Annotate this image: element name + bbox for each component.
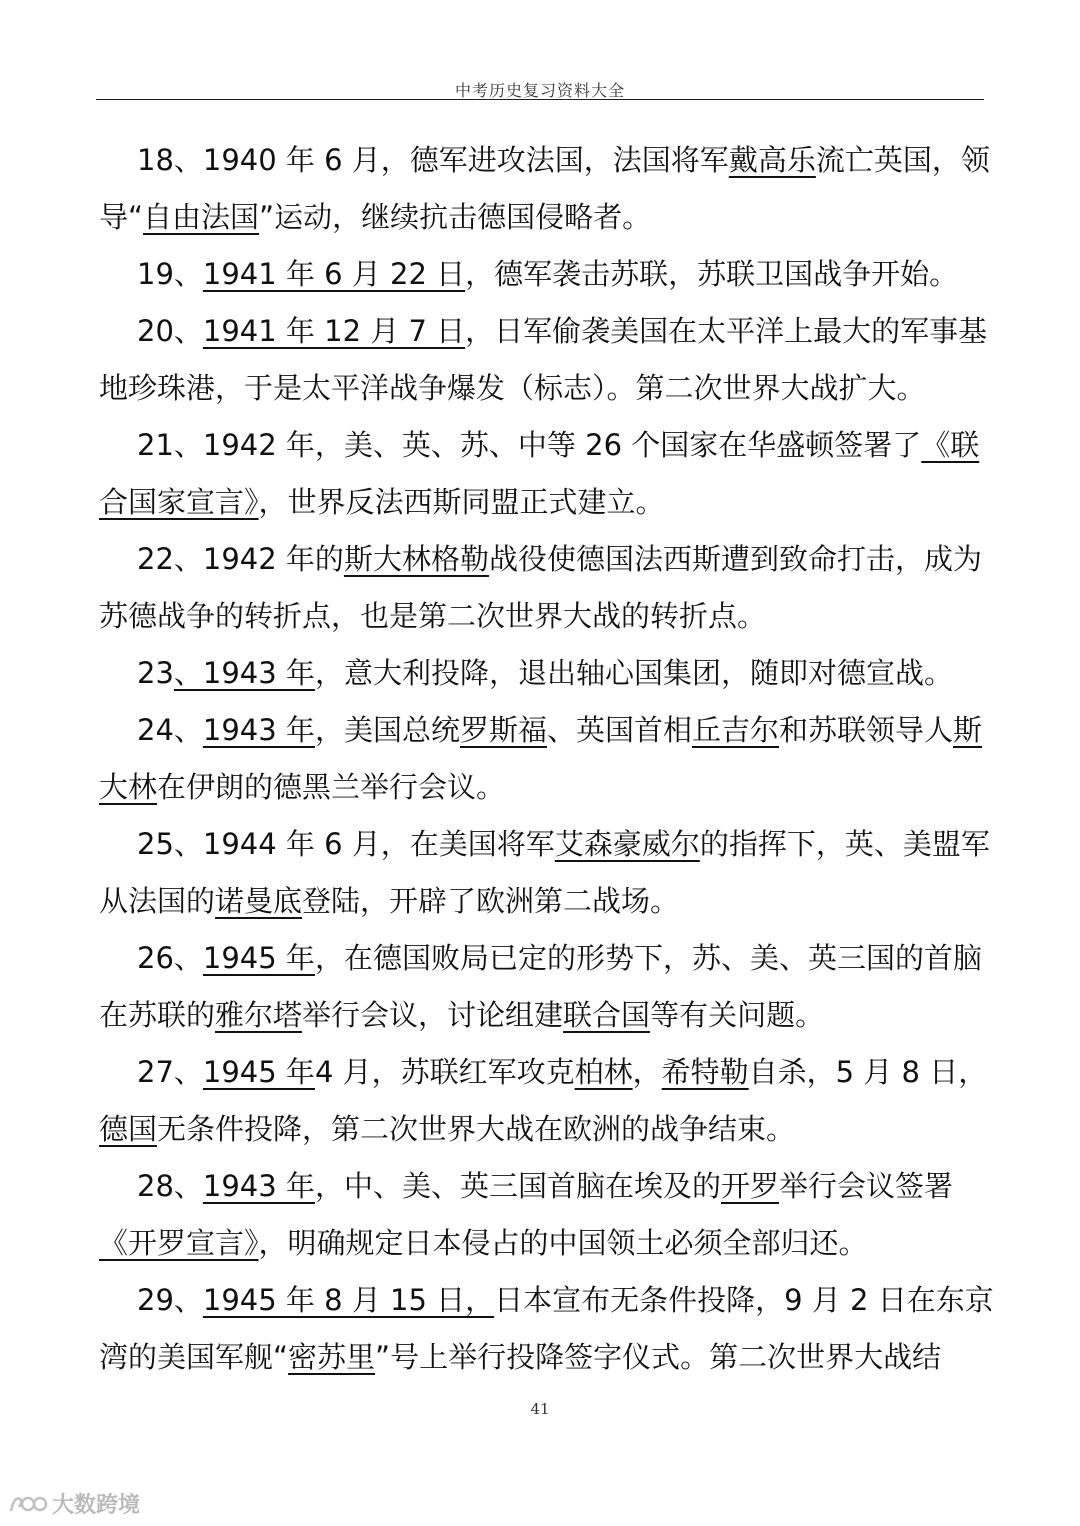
underlined-term: 1945 年 (202, 1055, 315, 1089)
text-segment: 登陆，开辟了欧洲第二战场。 (302, 884, 680, 918)
text-segment: 4 月，苏联红军攻克 (314, 1055, 575, 1089)
underlined-term: 1943 年 (202, 1169, 315, 1203)
underlined-term: 斯 (953, 713, 983, 747)
text-segment: 的指挥下，英、美盟军 (699, 827, 990, 861)
text-line (99, 987, 979, 1044)
text-segment: 25、1944 年 6 月，在美国将军 (137, 827, 555, 861)
text-segment: 从法国的 (99, 884, 216, 918)
underlined-term: 1941 年 12 月 7 日 (202, 314, 466, 348)
text-segment: 22、1942 年的 (137, 542, 344, 576)
text-line (99, 645, 979, 702)
text-segment: ， (632, 1055, 662, 1089)
text-segment: 地珍珠港，于是太平洋战争爆发（标志）。第二次世界大战扩大。 (99, 371, 926, 405)
watermark (8, 1488, 140, 1519)
text-segment: 29、 (137, 1283, 203, 1317)
text-segment: 自杀，5 月 8 日， (748, 1055, 988, 1089)
underlined-term: 希特勒 (661, 1055, 749, 1089)
text-line (99, 588, 979, 645)
text-segment: 23 (137, 656, 174, 690)
text-segment: 等有关问题。 (650, 998, 825, 1032)
underlined-term: 戴高乐 (728, 143, 816, 177)
underlined-term: 1945 年 (202, 941, 315, 975)
underlined-term: 雅尔塔 (215, 998, 303, 1032)
underlined-term: 1941 年 6 月 22 日 (202, 257, 466, 291)
text-line (99, 1272, 994, 1329)
underlined-term: 柏林 (574, 1055, 633, 1089)
underlined-term: 艾森豪威尔 (554, 827, 700, 861)
underlined-term: 《联 (921, 428, 980, 462)
text-line (99, 531, 982, 588)
text-line (99, 1101, 979, 1158)
underlined-term: 丘吉尔 (691, 713, 779, 747)
text-segment: ”运动，继续抗击德国侵略者。 (259, 200, 652, 234)
text-segment: 举行会议，讨论组建 (302, 998, 564, 1032)
text-segment: 流亡英国，领 (815, 143, 990, 177)
text-line (99, 303, 988, 360)
text-segment: 27、 (137, 1055, 203, 1089)
text-segment: 24、 (137, 713, 203, 747)
underlined-term: 诺曼底 (215, 884, 303, 918)
text-line (99, 1329, 979, 1386)
underlined-term: 罗斯福 (459, 713, 547, 747)
text-line (99, 873, 979, 930)
text-segment: 、英国首相 (546, 713, 692, 747)
text-segment: ，在德国败局已定的形势下，苏、美、英三国的首脑 (314, 941, 982, 975)
underlined-term: 联合国 (563, 998, 651, 1032)
text-segment: 战役使德国法西斯遭到致命打击，成为 (488, 542, 982, 576)
text-segment: 20、 (137, 314, 203, 348)
text-segment: 苏德战争的转折点，也是第二次世界大战的转折点。 (99, 599, 767, 633)
text-segment: 19、 (137, 257, 203, 291)
text-line (99, 1044, 988, 1101)
underlined-term: 大林 (99, 770, 158, 804)
page-number: 41 (530, 1400, 550, 1418)
text-segment: 在伊朗的德黑兰举行会议。 (157, 770, 506, 804)
text-line (99, 246, 979, 303)
text-line (99, 1215, 979, 1272)
header-rule (96, 99, 984, 100)
page-header-title: 中考历史复习资料大全 (454, 81, 625, 100)
text-segment: ，德军袭击苏联，苏联卫国战争开始。 (465, 257, 959, 291)
text-line (99, 1158, 979, 1215)
text-line (99, 816, 990, 873)
underlined-term: 1945 年 8 月 15 日， (202, 1283, 495, 1317)
text-line (99, 189, 979, 246)
document-body (99, 132, 994, 1386)
text-segment: 28、 (137, 1169, 203, 1203)
text-segment: ，中、美、英三国首脑在埃及的 (314, 1169, 721, 1203)
text-segment: 21、1942 年，美、英、苏、中等 26 个国家在华盛顿签署了 (137, 428, 922, 462)
text-segment: ”号上举行投降签字仪式。第二次世界大战结 (375, 1340, 942, 1374)
underlined-term: 德国 (99, 1112, 158, 1146)
text-segment: 日本宣布无条件投降，9 月 2 日在东京 (494, 1283, 994, 1317)
text-segment: 18、1940 年 6 月，德军进攻法国，法国将军 (137, 143, 729, 177)
text-line (99, 759, 979, 816)
underlined-term: 斯大林格勒 (343, 542, 489, 576)
text-segment: 26、 (137, 941, 203, 975)
underlined-term: 自由法国 (143, 200, 260, 234)
text-line (99, 360, 979, 417)
text-line (99, 417, 979, 474)
text-segment: 举行会议签署 (778, 1169, 953, 1203)
underlined-term: 《开罗宣言》 (99, 1226, 259, 1260)
text-segment: ，世界反法西斯同盟正式建立。 (258, 485, 665, 519)
underlined-term: 开罗 (720, 1169, 779, 1203)
text-line (99, 474, 979, 531)
text-line (99, 132, 990, 189)
text-segment: 导“ (99, 200, 144, 234)
underlined-term: 1943 年 (202, 713, 315, 747)
underlined-term: 合国家宣言》 (99, 485, 259, 519)
text-segment: ，明确规定日本侵占的中国领土必须全部归还。 (258, 1226, 868, 1260)
text-line (99, 702, 983, 759)
underlined-term: 、1943 年 (173, 656, 315, 690)
text-segment: ，美国总统 (314, 713, 460, 747)
text-segment: 湾的美国军舰“ (99, 1340, 289, 1374)
text-line (99, 930, 982, 987)
text-segment: 在苏联的 (99, 998, 216, 1032)
text-segment: 和苏联领导人 (779, 713, 954, 747)
underlined-term: 密苏里 (288, 1340, 376, 1374)
text-segment: ，意大利投降，退出轴心国集团，随即对德宣战。 (314, 656, 953, 690)
watermark-logo-icon (8, 1491, 48, 1517)
text-segment: ，日军偷袭美国在太平洋上最大的军事基 (465, 314, 988, 348)
text-segment: 无条件投降，第二次世界大战在欧洲的战争结束。 (157, 1112, 796, 1146)
watermark-text: 大数跨境 (52, 1493, 141, 1518)
